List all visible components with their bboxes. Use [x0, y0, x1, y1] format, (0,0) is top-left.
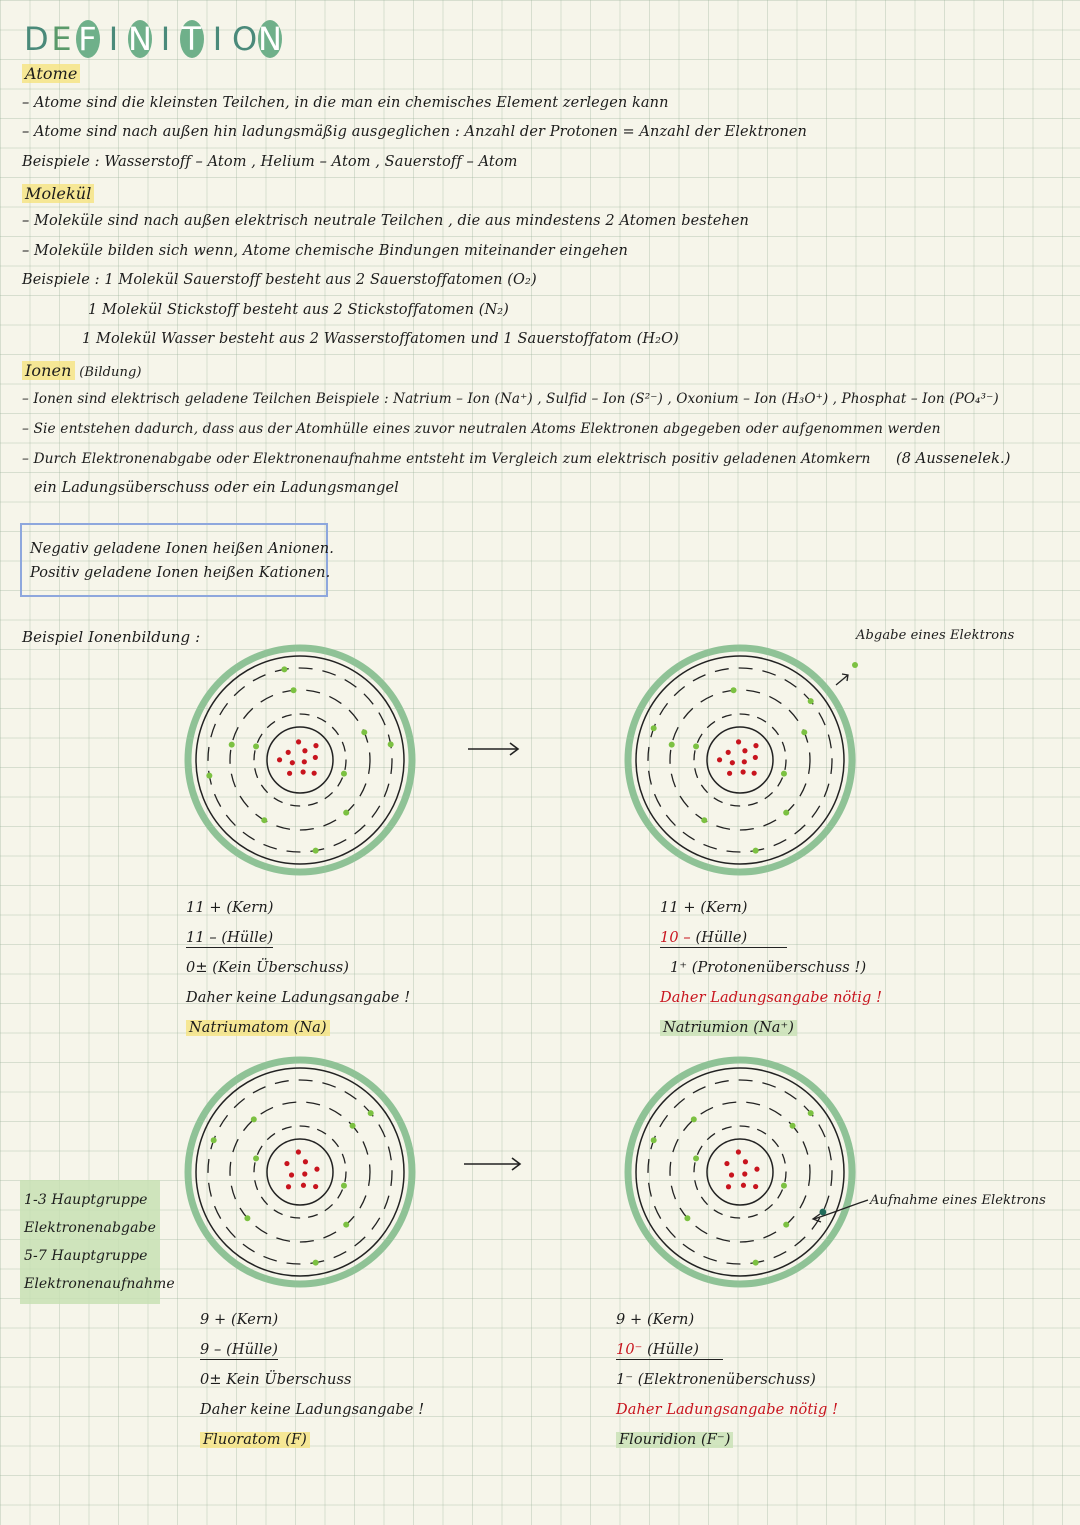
sodium-ion-huelle-num: 10 – — [660, 930, 691, 946]
electron — [693, 1155, 699, 1161]
electron — [790, 1123, 796, 1129]
nucleus-boundary — [707, 727, 773, 793]
electron — [313, 848, 319, 854]
electron — [753, 848, 759, 854]
ionen-line-2: – Sie entstehen dadurch, dass aus der Atomhülle eines zuvor neutralen Atoms Elektronen abgegeben oder aufgenommen werden — [22, 421, 941, 437]
ionen-heading: Ionen — [22, 361, 75, 380]
molekuel-example-3: 1 Molekül Wasser besteht aus 2 Wasserstoffatomen und 1 Sauerstoffatom (H₂O) — [82, 331, 679, 347]
fluorine-atom-diagram — [180, 1052, 420, 1292]
proton — [289, 1172, 294, 1177]
electron-shell-3 — [648, 1080, 832, 1264]
ionen-line-4: ein Ladungsüberschuss oder ein Ladungsmangel — [34, 480, 399, 496]
electron — [731, 687, 737, 693]
electron-shell-3 — [648, 668, 832, 852]
proton — [301, 1183, 306, 1188]
sodium-ion-kern: 11 + (Kern) — [660, 900, 748, 916]
proton — [284, 1161, 289, 1166]
outer-shell-line — [636, 1068, 844, 1276]
info-box — [20, 523, 334, 597]
proton — [313, 755, 318, 760]
sodium-atom-kern: 11 + (Kern) — [186, 900, 274, 916]
electron — [206, 773, 212, 779]
electron — [244, 1215, 250, 1221]
sodium-ion-diagram — [620, 640, 860, 880]
electron — [368, 1110, 374, 1116]
reaction-arrow-fluorine — [462, 1155, 524, 1173]
atome-line-2: – Atome sind nach außen hin ladungsmäßig ausgeglichen : Anzahl der Protonen = Anzahl der Elektronen — [22, 124, 807, 140]
group-line-1: 1-3 Hauptgruppe — [24, 1192, 148, 1208]
sodium-atom-diagram — [180, 640, 420, 880]
proton — [741, 1183, 746, 1188]
electron — [229, 742, 235, 748]
group-info-box — [20, 1180, 175, 1304]
electron — [341, 1183, 347, 1189]
electron — [684, 1215, 690, 1221]
proton — [736, 739, 741, 744]
released-electron — [852, 662, 858, 668]
electron-shell-1 — [254, 714, 346, 806]
proton — [717, 757, 722, 762]
sodium-atom-caption — [186, 893, 410, 1043]
electron — [313, 1260, 319, 1266]
outer-shell-ring — [628, 1060, 852, 1284]
electron — [343, 810, 349, 816]
outer-shell-line — [196, 1068, 404, 1276]
proton — [753, 755, 758, 760]
proton — [286, 750, 291, 755]
fluoride-ion-result: 1⁻ (Elektronenüberschuss) — [616, 1372, 816, 1388]
electron — [651, 1137, 657, 1143]
proton — [730, 760, 735, 765]
outer-shell-line — [636, 656, 844, 864]
electron — [651, 725, 657, 731]
electron — [781, 1183, 787, 1189]
outer-shell-ring — [188, 1060, 412, 1284]
fluorine-atom-caption — [200, 1305, 424, 1455]
outer-shell-line — [196, 656, 404, 864]
electron-shell-1 — [694, 1126, 786, 1218]
molekuel-example-1: Beispiele : 1 Molekül Sauerstoff besteht aus 2 Sauerstoffatomen (O₂) — [22, 272, 537, 288]
electron-shell-3 — [208, 1080, 392, 1264]
electron — [361, 729, 367, 735]
proton — [312, 771, 317, 776]
electron — [253, 743, 259, 749]
proton — [726, 1184, 731, 1189]
proton — [302, 1171, 307, 1176]
electron-shell-2 — [230, 690, 370, 830]
atome-heading: Atome — [22, 64, 80, 83]
electron — [753, 1260, 759, 1266]
proton — [313, 1184, 318, 1189]
capture-arrow-icon — [800, 1196, 872, 1226]
group-line-4: Elektronenaufnahme — [24, 1276, 175, 1292]
group-line-2: Elektronenabgabe — [24, 1220, 156, 1236]
fluorine-atom-note: Daher keine Ladungsangabe ! — [200, 1402, 425, 1418]
proton — [726, 750, 731, 755]
sodium-atom-result: 0± (Kein Überschuss) — [186, 960, 350, 976]
proton — [302, 759, 307, 764]
info-box-line-2: Positiv geladene Ionen heißen Kationen. — [30, 565, 331, 581]
sodium-atom-name: Natriumatom (Na) — [186, 1020, 330, 1036]
annotation-capture: Aufnahme eines Elektrons — [870, 1193, 1046, 1208]
fluoride-ion-kern: 9 + (Kern) — [616, 1312, 695, 1328]
electron — [783, 810, 789, 816]
electron — [808, 698, 814, 704]
proton — [296, 739, 301, 744]
fluoride-ion-huelle: (Hülle) — [647, 1342, 699, 1358]
example-heading: Beispiel Ionenbildung : — [22, 628, 201, 646]
proton — [724, 1161, 729, 1166]
fluoride-ion-diagram — [620, 1052, 860, 1292]
ionen-heading-sub: (Bildung) — [79, 365, 142, 380]
nucleus-boundary — [707, 1139, 773, 1205]
electron-shell-2 — [230, 1102, 370, 1242]
fluoride-ion-caption — [616, 1305, 838, 1455]
proton — [286, 1184, 291, 1189]
sodium-atom-note: Daher keine Ladungsangabe ! — [186, 990, 411, 1006]
group-line-3: 5-7 Hauptgruppe — [24, 1248, 148, 1264]
proton — [753, 1184, 758, 1189]
proton — [314, 1167, 319, 1172]
sodium-ion-result: 1⁺ (Protonenüberschuss !) — [670, 960, 867, 976]
proton — [296, 1149, 301, 1154]
proton — [743, 1159, 748, 1164]
electron — [281, 666, 287, 672]
ionen-heading-row — [22, 361, 142, 380]
proton — [754, 1167, 759, 1172]
proton — [741, 769, 746, 774]
electron-shell-2 — [670, 690, 810, 830]
proton — [736, 1149, 741, 1154]
proton — [313, 743, 318, 748]
electron — [388, 741, 394, 747]
proton — [287, 771, 292, 776]
electron-shell-1 — [254, 1126, 346, 1218]
sodium-ion-caption — [660, 893, 882, 1043]
electron — [691, 1116, 697, 1122]
reaction-arrow-sodium — [466, 740, 522, 758]
electron — [781, 771, 787, 777]
electron — [669, 742, 675, 748]
ionen-line-3: – Durch Elektronenabgabe oder Elektronenaufnahme entsteht im Vergleich zum elektrisch positiv geladenen Atomkern — [22, 451, 871, 467]
page-title: D E F I N I T I O N — [24, 20, 283, 58]
proton — [742, 1171, 747, 1176]
proton — [277, 757, 282, 762]
fluoride-ion-name: Flouridion (F⁻) — [616, 1432, 733, 1448]
proton — [752, 771, 757, 776]
molekuel-line-2: – Moleküle bilden sich wenn, Atome chemische Bindungen miteinander eingehen — [22, 243, 628, 259]
annotation-release: Abgabe eines Elektrons — [856, 628, 1015, 643]
release-arrow-icon — [830, 655, 870, 691]
molekuel-line-1: – Moleküle sind nach außen elektrisch neutrale Teilchen , die aus mindestens 2 Atomen bestehen — [22, 213, 749, 229]
electron-shell-3 — [208, 668, 392, 852]
electron — [701, 817, 707, 823]
proton — [753, 743, 758, 748]
electron — [343, 1222, 349, 1228]
electron — [253, 1155, 259, 1161]
electron — [350, 1123, 356, 1129]
nucleus-boundary — [267, 1139, 333, 1205]
electron-shell-1 — [694, 714, 786, 806]
info-box-line-1: Negativ geladene Ionen heißen Anionen. — [30, 541, 334, 557]
electron — [341, 771, 347, 777]
electron — [783, 1222, 789, 1228]
fluorine-atom-name: Fluoratom (F) — [200, 1432, 310, 1448]
proton — [303, 1159, 308, 1164]
sodium-ion-note: Daher Ladungsangabe nötig ! — [660, 990, 883, 1006]
fluorine-atom-kern: 9 + (Kern) — [200, 1312, 279, 1328]
fluorine-atom-huelle: 9 – (Hülle) — [200, 1342, 278, 1358]
electron — [808, 1110, 814, 1116]
proton — [742, 748, 747, 753]
ionen-line-3-note: (8 Aussenelek.) — [896, 451, 1011, 467]
proton — [302, 748, 307, 753]
sodium-atom-huelle: 11 – (Hülle) — [186, 930, 274, 946]
electron — [261, 817, 267, 823]
proton — [742, 759, 747, 764]
electron — [291, 687, 297, 693]
electron — [211, 1137, 217, 1143]
molekuel-example-2: 1 Molekül Stickstoff besteht aus 2 Stickstoffatomen (N₂) — [88, 302, 509, 318]
electron — [251, 1116, 257, 1122]
electron — [801, 729, 807, 735]
sodium-ion-huelle: (Hülle) — [695, 930, 748, 946]
proton — [290, 760, 295, 765]
electron — [693, 743, 699, 749]
proton — [727, 771, 732, 776]
atome-line-1: – Atome sind die kleinsten Teilchen, in die man ein chemisches Element zerlegen kann — [22, 95, 669, 111]
nucleus-boundary — [267, 727, 333, 793]
fluoride-ion-note: Daher Ladungsangabe nötig ! — [616, 1402, 839, 1418]
ionen-line-1: – Ionen sind elektrisch geladene Teilchen Beispiele : Natrium – Ion (Na⁺) , Sulfid – Ion (S²⁻) , Oxonium – Ion (H₃O⁺) , Phosphat – Ion (PO₄³⁻) — [22, 391, 999, 407]
electron-shell-2 — [670, 1102, 810, 1242]
proton — [301, 769, 306, 774]
proton — [729, 1172, 734, 1177]
atome-examples: Beispiele : Wasserstoff – Atom , Helium – Atom , Sauerstoff – Atom — [22, 154, 518, 170]
outer-shell-ring — [188, 648, 412, 872]
fluorine-atom-result: 0± Kein Überschuss — [200, 1372, 352, 1388]
sodium-ion-name: Natriumion (Na⁺) — [660, 1020, 797, 1036]
outer-shell-ring — [628, 648, 852, 872]
fluoride-ion-huelle-num: 10⁻ — [616, 1342, 643, 1358]
molekuel-heading: Molekül — [22, 184, 94, 203]
